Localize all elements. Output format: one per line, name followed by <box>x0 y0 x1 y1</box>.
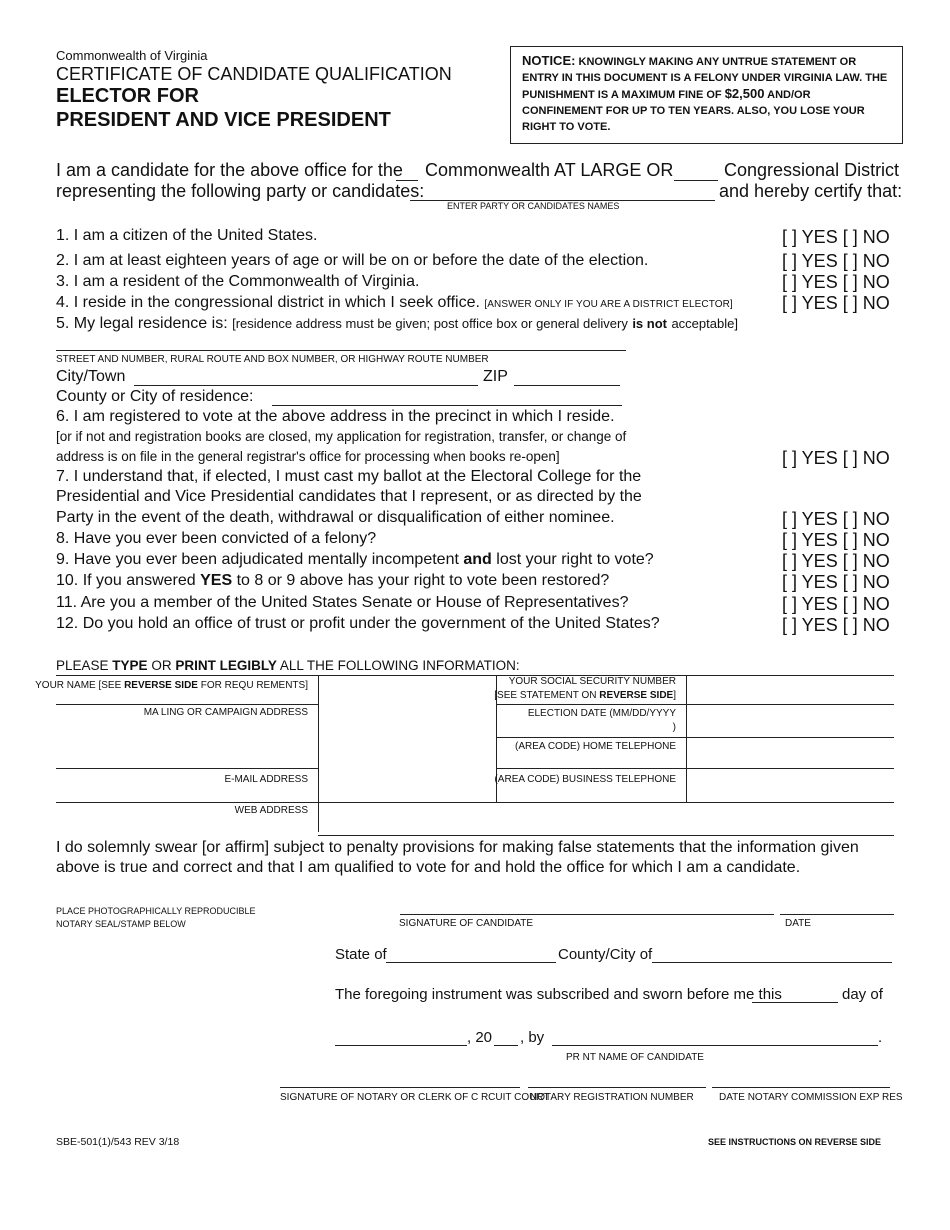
your-name-label-a: YOUR NAME [SEE <box>35 680 122 691</box>
ssn-label-line2-a: [SEE STATEMENT ON <box>494 690 597 701</box>
county-city-blank[interactable] <box>272 405 622 406</box>
question-7-line-2: Presidential and Vice Presidential candidates that I represent, or as directed by the <box>56 488 642 505</box>
question-6-note-1: [or if not and registration books are closed, my application for registration, transfer, or change of <box>56 429 627 444</box>
zip-label: ZIP <box>483 368 508 385</box>
question-7-line-1: 7. I understand that, if elected, I must cast my ballot at the Electoral College for the <box>56 468 642 485</box>
info-heading-c: OR <box>151 658 172 673</box>
question-7-line-3: Party in the event of the death, withdrawal or disqualification of either nominee. <box>56 509 615 526</box>
question-2-yes-no[interactable]: [ ] YES [ ] NO <box>782 251 890 271</box>
business-phone-label: (AREA CODE) BUSINESS TELEPHONE <box>494 774 676 785</box>
candidate-date-line[interactable] <box>780 914 894 915</box>
question-11: 11. Are you a member of the United States Senate or House of Representatives? <box>56 594 629 611</box>
notary-registration-line[interactable] <box>528 1087 706 1088</box>
question-1: 1. I am a citizen of the United States. <box>56 227 318 244</box>
table-top-rule <box>56 675 894 676</box>
question-9-yes-no[interactable]: [ ] YES [ ] NO <box>782 551 890 571</box>
city-town-label: City/Town <box>56 368 126 385</box>
question-2: 2. I am at least eighteen years of age or will be on or before the date of the election. <box>56 252 649 269</box>
question-5 <box>56 315 738 333</box>
print-name-caption: PR NT NAME OF CANDIDATE <box>566 1052 704 1063</box>
question-6: 6. I am registered to vote at the above address in the precinct in which I reside. <box>56 408 615 425</box>
table-rule-right-1 <box>496 704 894 705</box>
candidate-signature-line[interactable] <box>400 914 774 915</box>
notary-signature-line[interactable] <box>280 1087 520 1088</box>
notary-expiration-caption: DATE NOTARY COMMISSION EXP RES <box>719 1092 903 1103</box>
intro-line1-c: Congressional District <box>724 160 900 180</box>
info-heading-e: ALL THE FOLLOWING INFORMATION: <box>279 658 520 673</box>
felony-notice-box <box>510 46 903 144</box>
question-11-yes-no[interactable]: [ ] YES [ ] NO <box>782 594 890 614</box>
county-city-of-label: County/City of <box>558 946 653 963</box>
intro-line2-a: representing the following party or candidates: <box>56 181 425 201</box>
intro-line1-a: I am a candidate for the above office for the <box>56 160 403 180</box>
day-of-label: day of <box>842 986 883 1003</box>
question-4-text: 4. I reside in the congressional district in which I seek office. <box>56 294 480 311</box>
table-rule-right-2 <box>496 737 894 738</box>
election-date-label-line2: ) <box>672 722 676 733</box>
ssn-label-line2-b: REVERSE SIDE <box>599 690 674 701</box>
by-label: , by <box>520 1029 545 1046</box>
question-10-c: to 8 or 9 above has your right to vote been restored? <box>236 572 610 589</box>
question-10-a: 10. If you answered <box>56 572 196 589</box>
your-name-label <box>35 680 308 691</box>
info-heading <box>56 658 520 673</box>
question-1-yes-no[interactable]: [ ] YES [ ] NO <box>782 227 890 247</box>
your-name-field[interactable] <box>320 677 494 702</box>
question-4-note: [ANSWER ONLY IF YOU ARE A DISTRICT ELECTOR] <box>484 299 733 310</box>
intro-line2-b: and hereby certify that: <box>719 181 903 201</box>
candidate-signature-caption: SIGNATURE OF CANDIDATE <box>399 918 534 929</box>
ssn-label-line2 <box>494 690 676 701</box>
notary-signature-caption: SIGNATURE OF NOTARY OR CLERK OF C RCUIT COURT <box>280 1092 550 1103</box>
question-5-note-a: [residence address must be given; post office box or general delivery <box>232 316 628 331</box>
info-heading-b: TYPE <box>112 658 148 673</box>
year-blank[interactable] <box>494 1045 518 1046</box>
question-10 <box>56 572 609 590</box>
info-heading-a: PLEASE <box>56 658 109 673</box>
notary-seal-line1: PLACE PHOTOGRAPHICALLY REPRODUCIBLE <box>56 906 256 916</box>
period-mark: . <box>878 1029 883 1046</box>
question-10-b: YES <box>200 572 233 589</box>
your-name-label-b: REVERSE SIDE <box>124 680 198 691</box>
district-number-blank[interactable] <box>674 180 718 181</box>
home-phone-field[interactable] <box>688 739 894 766</box>
mailing-address-field[interactable] <box>320 706 494 766</box>
day-blank[interactable] <box>752 1002 838 1003</box>
candidate-date-caption: DATE <box>785 918 811 929</box>
county-city-of-blank[interactable] <box>652 962 892 963</box>
ssn-field[interactable] <box>688 677 894 702</box>
info-heading-d: PRINT LEGIBLY <box>175 658 277 673</box>
table-col-rule-3 <box>686 675 687 802</box>
table-rule-full <box>56 802 894 803</box>
web-address-label: WEB ADDRESS <box>234 805 308 816</box>
table-rule-left-1 <box>56 704 318 705</box>
business-phone-field[interactable] <box>688 770 894 800</box>
street-caption: STREET AND NUMBER, RURAL ROUTE AND BOX NUMBER, OR HIGHWAY ROUTE NUMBER <box>56 354 489 365</box>
state-of-blank[interactable] <box>386 962 556 963</box>
state-of-label: State of <box>335 946 387 963</box>
office-title-line1: ELECTOR FOR <box>56 85 199 107</box>
question-4 <box>56 294 733 312</box>
table-rule-right-3 <box>496 768 894 769</box>
question-9-a: 9. Have you ever been adjudicated mentally incompetent <box>56 551 459 568</box>
question-5-note-b: is not <box>632 316 667 331</box>
foregoing-label: The foregoing instrument was subscribed and sworn before me this <box>335 986 782 1003</box>
question-12-yes-no[interactable]: [ ] YES [ ] NO <box>782 615 890 635</box>
email-label: E-MAIL ADDRESS <box>224 774 308 785</box>
form-title: CERTIFICATE OF CANDIDATE QUALIFICATION <box>56 64 452 84</box>
question-6-yes-no[interactable]: [ ] YES [ ] NO <box>782 448 890 468</box>
city-town-blank[interactable] <box>134 385 478 386</box>
notary-registration-caption: NOTARY REGISTRATION NUMBER <box>530 1092 694 1103</box>
mailing-address-label: MA LING OR CAMPAIGN ADDRESS <box>143 707 308 718</box>
notary-seal-line2: NOTARY SEAL/STAMP BELOW <box>56 919 186 929</box>
email-field[interactable] <box>320 770 494 800</box>
office-title-line2: PRESIDENT AND VICE PRESIDENT <box>56 109 391 131</box>
table-rule-left-2 <box>56 768 318 769</box>
question-3: 3. I am a resident of the Commonwealth of Virginia. <box>56 273 420 290</box>
party-caption: ENTER PARTY OR CANDIDATES NAMES <box>447 201 620 211</box>
notice-text2: AND/OR CONFINEMENT FOR UP TO TEN YEARS. ALSO, YOU LOSE YOUR RIGHT TO VOTE. <box>522 89 865 133</box>
oath-top-rule <box>318 835 894 836</box>
table-col-rule-1 <box>318 675 319 832</box>
reverse-side-instructions: SEE INSTRUCTIONS ON REVERSE SIDE <box>708 1137 882 1147</box>
oath-text: I do solemnly swear [or affirm] subject to penalty provisions for making false statements that the information given above is true and correct and that I am qualified to vote for and hold the office for which I am a candidate. <box>56 839 859 876</box>
form-number: SBE-501(1)/543 REV 3/18 <box>56 1136 180 1148</box>
question-9-b: and <box>463 551 492 568</box>
intro-line1-b: Commonwealth AT LARGE OR <box>425 160 674 180</box>
notice-amount: $2,500 <box>724 86 765 101</box>
web-address-field[interactable] <box>320 804 894 831</box>
county-city-label: County or City of residence: <box>56 388 254 405</box>
street-address-blank[interactable] <box>56 350 626 351</box>
question-5-note-c: acceptable] <box>671 316 738 331</box>
candidate-print-name-blank[interactable] <box>552 1045 878 1046</box>
question-6-note-2: address is on file in the general registrar's office for processing when books re-open] <box>56 449 560 464</box>
notice-text1: KNOWINGLY MAKING ANY UNTRUE STATEMENT OR ENTRY IN THIS DOCUMENT IS A FELONY UNDER VIRGINIA LAW. THE PUNISHMENT IS A MAXIMUM FINE OF <box>522 56 888 101</box>
question-4-yes-no[interactable]: [ ] YES [ ] NO <box>782 293 890 313</box>
question-8: 8. Have you ever been convicted of a felony? <box>56 530 377 547</box>
your-name-label-c: FOR REQU REMENTS] <box>200 680 308 691</box>
question-9-c: lost your right to vote? <box>496 551 654 568</box>
question-8-yes-no[interactable]: [ ] YES [ ] NO <box>782 530 890 550</box>
ssn-label-line1: YOUR SOCIAL SECURITY NUMBER <box>508 676 676 687</box>
election-date-label-line1: ELECTION DATE (MM/DD/YYYY <box>527 708 676 719</box>
question-7-yes-no[interactable]: [ ] YES [ ] NO <box>782 509 890 529</box>
question-12: 12. Do you hold an office of trust or profit under the government of the United States? <box>56 615 660 632</box>
year-prefix: , 20 <box>467 1029 493 1046</box>
election-date-field[interactable] <box>688 706 894 735</box>
ssn-label-line2-c: ] <box>673 690 676 701</box>
zip-blank[interactable] <box>514 385 620 386</box>
question-10-yes-no[interactable]: [ ] YES [ ] NO <box>782 572 890 592</box>
home-phone-label: (AREA CODE) HOME TELEPHONE <box>515 741 676 752</box>
notice-lead: NOTICE: <box>522 53 576 68</box>
month-blank[interactable] <box>335 1045 467 1046</box>
question-3-yes-no[interactable]: [ ] YES [ ] NO <box>782 272 890 292</box>
question-9 <box>56 551 654 569</box>
notary-expiration-line[interactable] <box>712 1087 890 1088</box>
state-name: Commonwealth of Virginia <box>56 48 208 63</box>
question-5-text: 5. My legal residence is: <box>56 315 228 332</box>
